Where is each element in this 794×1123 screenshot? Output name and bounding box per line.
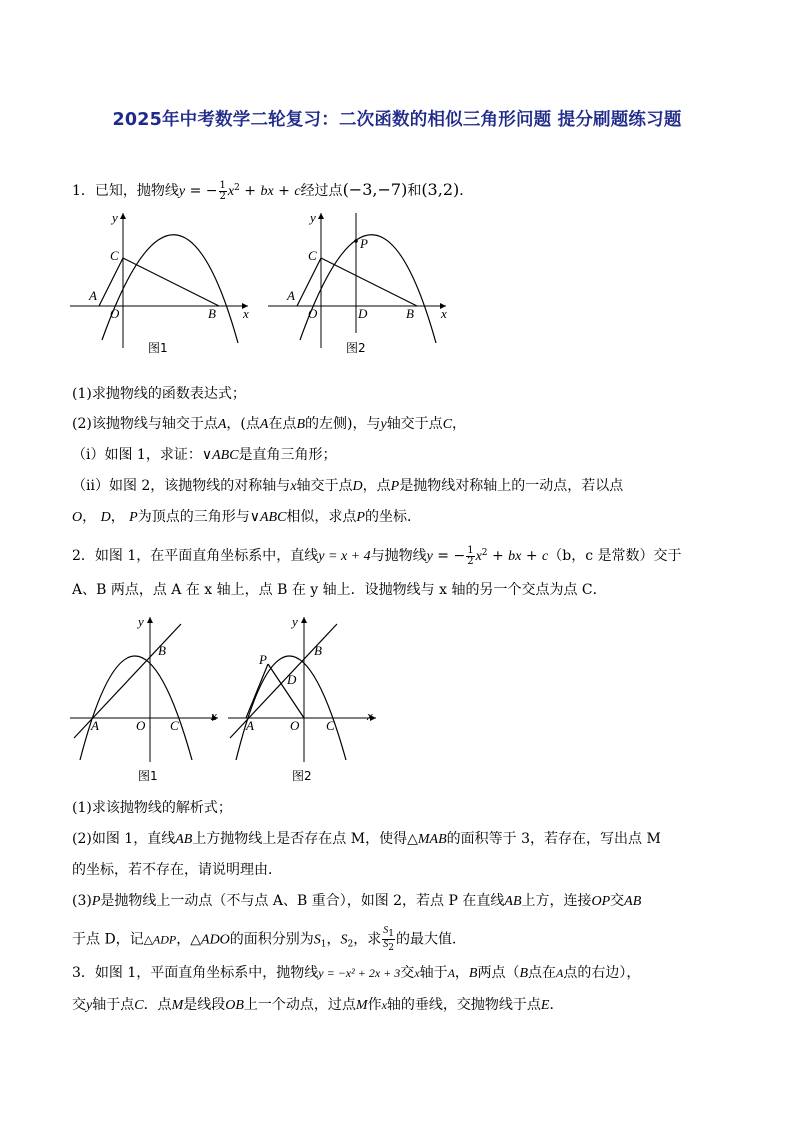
q2-part1: (1)求该抛物线的解析式； xyxy=(72,800,232,816)
q2-figure-2 xyxy=(226,612,386,788)
origin-label: O xyxy=(290,718,300,733)
y-axis-label: y xyxy=(292,614,298,629)
point-b-label: B xyxy=(208,306,216,321)
figure-caption: 图2 xyxy=(292,769,312,783)
point-b-label: B xyxy=(406,306,414,321)
x-axis-label: x xyxy=(243,306,249,321)
point-a-label: A xyxy=(246,718,254,733)
point-a-label: A xyxy=(287,288,295,303)
q2-stem-cont: A、B 两点，点 A 在 x 轴上，点 B 在 y 轴上．设抛物线与 x 轴的另一个交点为点 C． xyxy=(72,582,607,598)
x-axis-label: x xyxy=(367,708,373,723)
q1-part2: (2)该抛物线与轴交于点A，(点A在点B的左侧)，与y轴交于点C， xyxy=(72,416,467,432)
figure-caption: 图1 xyxy=(148,341,168,355)
q1-stem: 1．已知，抛物线y = − $\frac{1}{2}$ $x^2$ + bx + c经过点(−3,−7)和(3,2)． xyxy=(72,179,474,202)
x-axis-label: x xyxy=(211,708,217,723)
q1-part1: (1)求抛物线的函数表达式； xyxy=(72,386,246,402)
page-title: 2025年中考数学二轮复习：二次函数的相似三角形问题 提分刷题练习题 xyxy=(112,110,682,130)
point-a-label: A xyxy=(91,718,99,733)
origin-label: O xyxy=(308,306,318,321)
point-b-label: B xyxy=(158,643,166,658)
q2-part2-cont: 的坐标，若不存在，请说明理由． xyxy=(72,862,282,878)
q2-part3: (3)P是抛物线上一动点（不与点 A、B 重合），如图 2，若点 P 在直线AB上方，连接OP交AB xyxy=(72,893,642,909)
point-c-label: C xyxy=(110,248,119,263)
q2-figure-1 xyxy=(68,612,228,788)
point-d-label: D xyxy=(287,672,297,687)
q2-part2: (2)如图 1，直线AB上方抛物线上是否存在点 M，使得△MAB的面积等于 3，若存在，写出点 M xyxy=(72,831,661,847)
point-c-label: C xyxy=(170,718,179,733)
q3-stem: 3．如图 1，平面直角坐标系中，抛物线y = −x² + 2x + 3交x轴于A，B两点（B点在A点的右边）， xyxy=(72,965,641,981)
q1-figure-2 xyxy=(266,208,456,358)
origin-label: O xyxy=(110,306,120,321)
q1-part2-ii-cont: O， D， P为顶点的三角形与∨ABC相似，求点P的坐标． xyxy=(72,509,421,525)
origin-label: O xyxy=(136,718,146,733)
x-axis-label: x xyxy=(441,306,447,321)
y-axis-label: y xyxy=(138,614,144,629)
point-a-label: A xyxy=(89,288,97,303)
q2-part3-cont: 于点 D，记△ADP，△ADO的面积分别为$S_1$，$S_2$，求 $\frac{S_1}{S_2}$ 的最大值． xyxy=(72,925,466,953)
figure-caption: 图2 xyxy=(346,341,366,355)
point-b-label: B xyxy=(314,643,322,658)
y-axis-label: y xyxy=(112,210,118,225)
point-c-label: C xyxy=(308,248,317,263)
q1-part2-i: （ⅰ）如图 1，求证：∨ABC是直角三角形； xyxy=(72,447,337,463)
point-d-label: D xyxy=(358,306,368,321)
q1-part2-ii: （ⅱ）如图 2，该抛物线的对称轴与x轴交于点D，点P是抛物线对称轴上的一动点，若以点 xyxy=(72,478,624,494)
point-c-label: C xyxy=(326,718,335,733)
q3-stem-cont: 交y轴于点C．点M是线段OB上一个动点，过点M作x轴的垂线，交抛物线于点E． xyxy=(72,997,564,1013)
y-axis-label: y xyxy=(310,210,316,225)
q1-figure-1 xyxy=(68,208,258,358)
q2-stem: 2．如图 1，在平面直角坐标系中，直线y = x + 4与抛物线y = − $\frac{1}{2}$ $x^2$ + bx + c（b，c 是常数）交于 xyxy=(72,544,682,567)
point-p-label: P xyxy=(360,236,368,251)
figure-caption: 图1 xyxy=(138,769,158,783)
point-p-label: P xyxy=(259,652,267,667)
